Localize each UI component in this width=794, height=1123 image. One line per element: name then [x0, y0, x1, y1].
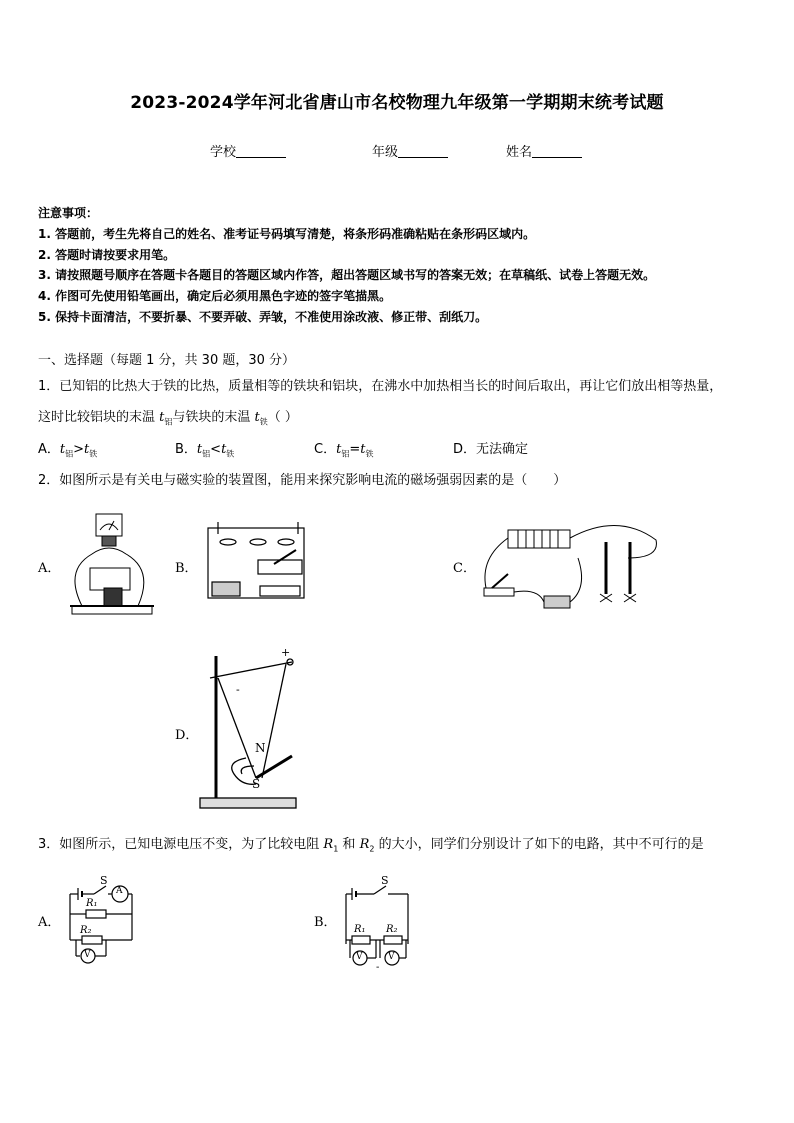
q1-text-a: 这时比较铝块的末温 — [38, 410, 160, 425]
q3-b-r1: R₁ — [354, 924, 366, 935]
q3-a-ammeter: A — [116, 886, 123, 896]
q1-b-sub1: 铝 — [202, 449, 211, 459]
notice-item-3: 3. 请按照题号顺序在答题卡各题目的答题区域内作答，超出答题区域书写的答案无效；在草稿纸、试卷上答题无效。 — [38, 268, 656, 282]
q3-b-minus: - — [376, 962, 380, 973]
q3-r1: R — [323, 837, 334, 852]
school-label: 学校 — [210, 145, 237, 160]
q3-r2-sub: 2 — [369, 844, 375, 854]
q1-text-c: （ ） — [267, 410, 298, 425]
q3-b-r2: R₂ — [386, 924, 398, 935]
section-heading: 一、选择题（每题 1 分，共 30 题，30 分） — [38, 353, 296, 368]
q3-text-b: 和 — [338, 837, 360, 852]
q3-option-a-label[interactable]: A． — [38, 915, 61, 930]
name-label: 姓名 — [506, 145, 533, 160]
q3-r2: R — [359, 837, 370, 852]
q2-option-a-label[interactable]: A． — [38, 561, 61, 576]
q3-stem — [38, 833, 704, 854]
q1-line1: 1．已知铝的比热大于铁的比热，质量相等的铁块和铝块，在沸水中加热相当长的时间后取出，再让它们放出相等热量， — [38, 379, 723, 394]
q1-option-b[interactable] — [175, 438, 234, 460]
q1-c-sub2: 铁 — [365, 449, 374, 459]
q2-figure-a — [62, 510, 162, 622]
q1-line2 — [38, 406, 298, 428]
q3-b-voltmeter-1: V — [356, 952, 363, 962]
q3-circuit-b — [340, 874, 414, 974]
q1-b-sub2: 铁 — [226, 449, 235, 459]
q1-option-c[interactable] — [314, 438, 373, 460]
page-title: 2023-2024学年河北省唐山市名校物理九年级第一学期期末统考试题 — [130, 93, 664, 113]
q2-stem: 2．如图所示是有关电与磁实验的装置图，能用来探究影响电流的磁场强弱因素的是（ ） — [38, 473, 567, 488]
school-blank — [236, 145, 286, 158]
notice-item-5: 5. 保持卡面清洁，不要折暴、不要弄破、弄皱，不准使用涂改液、修正带、刮纸刀。 — [38, 310, 488, 324]
q3-a-voltmeter: V — [84, 950, 91, 960]
q1-b-rel: < — [210, 442, 222, 457]
q3-text-c: 的大小，同学们分别设计了如下的电路，其中不可行的是 — [374, 837, 704, 852]
q2-d-n: N — [255, 741, 266, 755]
q1-c-t2: t — [360, 442, 366, 457]
q3-b-switch-s: S — [381, 874, 389, 887]
q1-c-rel: = — [349, 442, 361, 457]
q1-option-b-label: B． — [175, 442, 197, 457]
q3-a-switch-s: S — [100, 874, 108, 887]
q3-a-r1: R₁ — [86, 898, 98, 909]
q1-c-sub1: 铝 — [341, 449, 350, 459]
q1-option-a[interactable] — [38, 438, 97, 460]
q2-figure-c — [478, 518, 662, 614]
q1-c-t1: t — [336, 442, 342, 457]
q3-option-b-label[interactable]: B． — [314, 915, 337, 930]
q1-a-rel: > — [73, 442, 85, 457]
q3-text-a: 3．如图所示，已知电源电压不变，为了比较电阻 — [38, 837, 324, 852]
q1-a-sub1: 铝 — [65, 449, 74, 459]
q1-text-b: 与铁块的末温 — [172, 410, 255, 425]
q3-a-r2: R₂ — [80, 925, 92, 936]
q1-sub-al: 铝 — [164, 417, 173, 427]
q1-option-c-label: C． — [314, 442, 337, 457]
notice-heading: 注意事项： — [38, 206, 99, 220]
q1-sub-fe: 铁 — [259, 417, 268, 427]
q1-option-d-label: D． — [453, 442, 477, 457]
q1-a-t2: t — [84, 442, 90, 457]
grade-label: 年级 — [372, 145, 399, 160]
notice-item-4: 4. 作图可先使用铅笔画出，确定后必须用黑色字迹的签字笔描黑。 — [38, 289, 392, 303]
q3-circuit-a — [64, 874, 140, 970]
q2-option-c-label[interactable]: C． — [453, 561, 476, 576]
name-blank — [532, 145, 582, 158]
grade-field[interactable] — [372, 141, 448, 160]
q1-t-fe: t — [254, 410, 260, 425]
grade-blank — [398, 145, 448, 158]
q1-b-t2: t — [221, 442, 227, 457]
q1-option-d-text: 无法确定 — [476, 442, 529, 457]
q1-a-sub2: 铁 — [89, 449, 98, 459]
q2-d-s: S — [252, 777, 261, 791]
name-field[interactable] — [506, 141, 582, 160]
q2-option-d-label[interactable]: D． — [175, 728, 199, 743]
q3-b-voltmeter-2: V — [388, 952, 395, 962]
q1-a-t1: t — [59, 442, 66, 457]
notice-item-2: 2. 答题时请按要求用笔。 — [38, 248, 176, 262]
school-field[interactable] — [210, 141, 286, 160]
q3-r1-sub: 1 — [333, 844, 339, 854]
q1-option-a-label: A． — [38, 442, 60, 457]
q1-b-t1: t — [196, 442, 203, 457]
q1-t-al: t — [159, 410, 165, 425]
q2-d-minus: - — [236, 683, 240, 696]
q2-option-b-label[interactable]: B． — [175, 561, 198, 576]
q2-figure-b — [198, 520, 310, 610]
q1-option-d[interactable] — [453, 438, 528, 457]
q2-d-plus: + — [281, 646, 291, 659]
notice-item-1: 1. 答题前，考生先将自己的姓名、准考证号码填写清楚，将条形码准确粘贴在条形码区域内。 — [38, 227, 536, 241]
